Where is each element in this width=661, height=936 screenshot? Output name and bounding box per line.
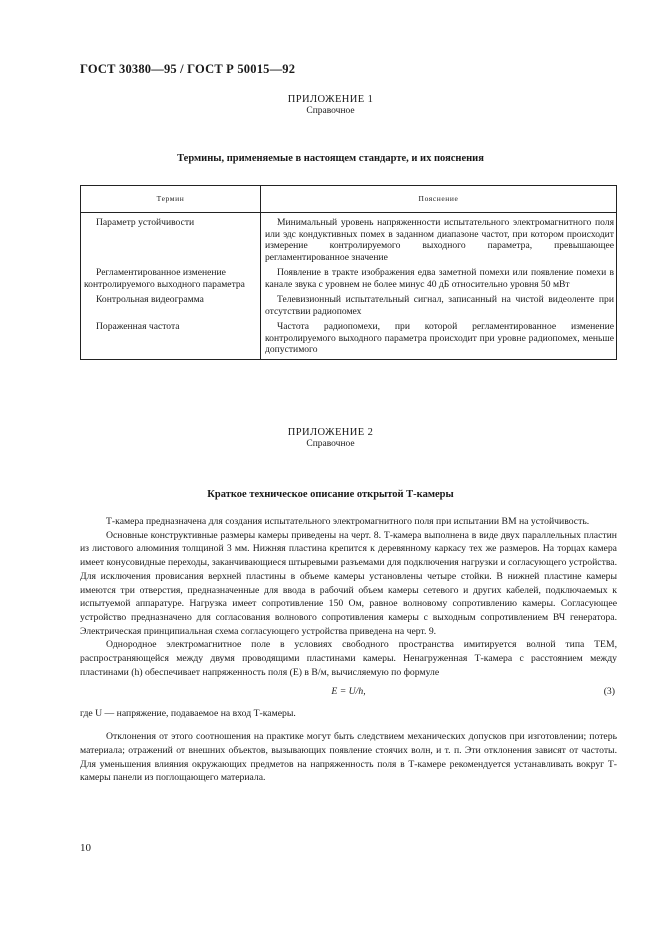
appendix2-title: ПРИЛОЖЕНИЕ 2 (287, 427, 374, 438)
formula-row (80, 685, 617, 703)
page-number: 10 (80, 842, 91, 854)
explanation-cell: Телевизионный испытательный сигнал, записанный на чистой видеоленте при отсутствии радиопомех (261, 294, 617, 321)
terms-header-explanation: Пояснение (261, 186, 617, 213)
term-cell: Пораженная частота (81, 321, 261, 359)
formula: E = U/h, (331, 686, 366, 698)
table-row (81, 267, 617, 294)
term-cell: Контрольная видеограмма (81, 294, 261, 321)
term-cell: Параметр устойчивости (81, 213, 261, 268)
appendix2-section-title: Краткое техническое описание открытой Т-камеры (207, 489, 454, 500)
formula-number: (3) (603, 686, 615, 698)
paragraph: Однородное электромагнитное поле в условиях свободного пространства имитируется волной типа ТЕМ, распространяющейся между двумя проводящими пластинами камеры. Ненагруженная Т-камера с расстоянием между пластинами (h) обеспечивает напряженность поля (E) в В/м, вычисляемую по формуле (80, 639, 617, 678)
paragraph: Т-камера предназначена для создания испытательного электромагнитного поля при испытании ВМ на устойчивость. (106, 516, 590, 527)
paragraph: Основные конструктивные размеры камеры приведены на черт. 8. Т-камера выполнена в виде двух параллельных пластин из листового алюминия толщиной 3 мм. Нижняя пластина крепится к деревянному каркасу тех же размеров. На торцах камера имеет конусовидные переходы, заканчивающиеся штыревыми разъемами для подключения нагрузки и согласующего устройства. Для исключения провисания верхней пластины в объеме камеры установлены четыре стойки. В нижней пластине камеры имеются три отверстия, предназначенные для ввода в рабочий объем камеры сетевого и других кабелей, подключаемых к испытуемой аппаратуре. Нагрузка имеет сопротивление 150 Ом, равное волновому сопротивлению камеры. Согласующее устройство предназначено для согласования волнового сопротивления камеры с выходным сопротивлением ВЧ генератора. Электрическая принципиальная схема согласующего устройства приведена на черт. 9. (80, 529, 617, 637)
table-row (81, 321, 617, 359)
terms-table (80, 185, 617, 360)
where-line: где U — напряжение, подаваемое на вход Т-камеры. (80, 708, 296, 720)
appendix1-title: ПРИЛОЖЕНИЕ 1 (287, 94, 374, 105)
explanation-cell: Появление в тракте изображения едва заметной помехи или появление помехи в канале звука с уровнем не более минус 40 дБ относительно уровня 50 мВт (261, 267, 617, 294)
document-header: ГОСТ 30380—95 / ГОСТ Р 50015—92 (80, 62, 296, 76)
appendix1-section-title: Термины, применяемые в настоящем стандарте, и их пояснения (177, 153, 484, 164)
term-cell: Регламентированное изменение контролируемого выходного параметра (81, 267, 261, 294)
table-row (81, 294, 617, 321)
appendix2-body (80, 515, 617, 785)
terms-header-term: Термин (81, 186, 261, 213)
paragraph: Отклонения от этого соотношения на практике могут быть следствием механических допусков при изготовлении; потерь материала; отражений от внешних объектов, вызывающих появление стоячих волн, и т. п. Эти отклонения зависят от частоты. Для уменьшения влияния окружающих предметов на напряженность поля в Т-камере рекомендуется устанавливать вокруг Т-камеры панели из поглощающего материала. (80, 731, 617, 784)
appendix1-subtitle: Справочное (306, 106, 355, 116)
explanation-cell: Частота радиопомехи, при которой регламентированное изменение контролируемого выходного параметра происходит при уровне радиопомех, меньше допустимого (261, 321, 617, 359)
appendix2-subtitle: Справочное (306, 439, 355, 449)
table-row (81, 213, 617, 268)
explanation-cell: Минимальный уровень напряженности испытательного электромагнитного поля или эдс кондуктивных помех в заданном диапазоне частот, при котором происходит измерение контролируемого выходного параметра, превышающее регламентированное значение (261, 213, 617, 268)
